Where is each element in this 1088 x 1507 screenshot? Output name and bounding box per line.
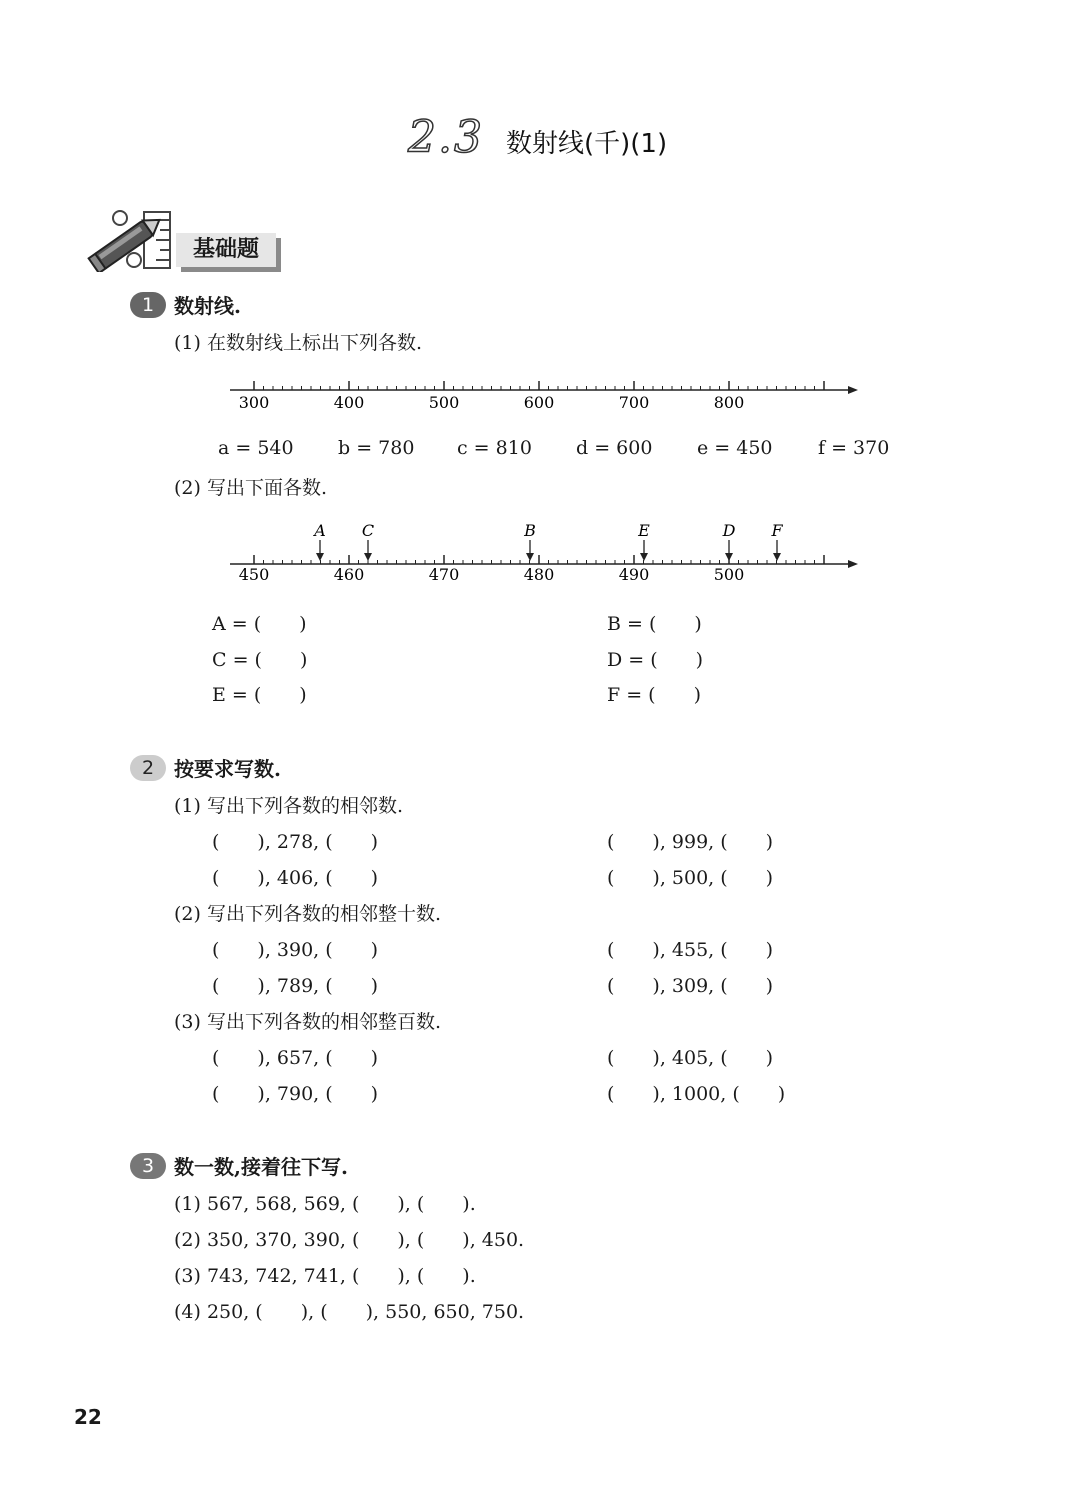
hundreds-row: ( ), 405, ( ) [607, 1047, 774, 1069]
value-c: c = 810 [457, 437, 532, 459]
marker-a [312, 521, 326, 561]
marker-c [362, 521, 374, 561]
nl2-label: 450 [238, 565, 270, 584]
marker-e [637, 521, 650, 561]
number-line-1 [226, 378, 862, 414]
section-2-heading [130, 753, 281, 782]
svg-text:F: F [771, 521, 783, 540]
value-d: d = 600 [576, 437, 653, 459]
neighbor-row: ( ), 999, ( ) [607, 831, 774, 853]
value-a: a = 540 [218, 437, 294, 459]
sequence-item: (4) 250, ( ), ( ), 550, 650, 750. [174, 1301, 525, 1323]
answer-b: B = ( ) [607, 613, 702, 635]
sequence-item: (1) 567, 568, 569, ( ), ( ). [174, 1193, 476, 1215]
hundreds-row: ( ), 1000, ( ) [607, 1083, 786, 1105]
neighbor-row: ( ), 278, ( ) [212, 831, 379, 853]
value-e: e = 450 [697, 437, 773, 459]
svg-text:C: C [361, 521, 375, 540]
marker-b [523, 521, 536, 561]
sequence-item: (2) 350, 370, 390, ( ), ( ), 450. [174, 1229, 525, 1251]
number-line-1-arrow [848, 386, 858, 394]
section-3-title: 数一数,接着往下写. [174, 1155, 348, 1179]
section-2-title: 按要求写数. [174, 757, 281, 781]
neighbor-row: ( ), 406, ( ) [212, 867, 379, 889]
nl1-label: 700 [618, 393, 650, 412]
svg-text:A: A [314, 521, 326, 540]
tens-row: ( ), 789, ( ) [212, 975, 379, 997]
neighbor-row: ( ), 500, ( ) [607, 867, 774, 889]
value-b: b = 780 [338, 437, 415, 459]
page-number: 22 [74, 1405, 102, 1429]
nl1-label: 500 [428, 393, 460, 412]
section-title: 数射线(千)(1) [505, 129, 668, 159]
svg-text:B: B [524, 521, 536, 540]
section-1-heading [130, 290, 241, 319]
number-line-2-markers [312, 521, 783, 561]
section-1-sub1: (1) 在数射线上标出下列各数. [174, 332, 422, 354]
svg-text:D: D [722, 521, 736, 540]
hundreds-row: ( ), 657, ( ) [212, 1047, 379, 1069]
section-2-badge: 2 [130, 755, 166, 781]
number-line-2-ticks [254, 555, 824, 564]
section-2-sub1: (1) 写出下列各数的相邻数. [174, 795, 403, 817]
section-1-badge: 1 [130, 292, 166, 318]
nl2-label: 500 [713, 565, 745, 584]
sequence-item: (3) 743, 742, 741, ( ), ( ). [174, 1265, 476, 1287]
number-line-2 [226, 520, 862, 586]
answer-f: F = ( ) [607, 684, 702, 706]
section-number: 2.3 [408, 112, 484, 163]
section-2-sub2: (2) 写出下列各数的相邻整十数. [174, 903, 441, 925]
section-3-badge: 3 [130, 1153, 166, 1179]
basic-exercises-label: 基础题 [176, 233, 276, 267]
nl1-label: 400 [333, 393, 365, 412]
section-1-title: 数射线. [174, 294, 241, 318]
section-2-sub3: (3) 写出下列各数的相邻整百数. [174, 1011, 441, 1033]
tens-row: ( ), 309, ( ) [607, 975, 774, 997]
nl1-label: 300 [238, 393, 270, 412]
section-3-heading [130, 1151, 348, 1180]
page-title [408, 112, 667, 163]
svg-text:E: E [638, 521, 650, 540]
nl2-label: 490 [618, 565, 650, 584]
tens-row: ( ), 455, ( ) [607, 939, 774, 961]
nl2-label: 480 [523, 565, 555, 584]
tens-row: ( ), 390, ( ) [212, 939, 379, 961]
answer-a: A = ( ) [212, 613, 307, 635]
nl2-label: 460 [333, 565, 365, 584]
answer-e: E = ( ) [212, 684, 307, 706]
pencil-ruler-icon [86, 206, 176, 272]
section-1-sub2: (2) 写出下面各数. [174, 477, 327, 499]
number-line-2-arrow [848, 560, 858, 568]
number-line-1-ticks [254, 381, 824, 390]
nl2-label: 470 [428, 565, 460, 584]
answer-d: D = ( ) [607, 649, 704, 671]
marker-d [722, 521, 736, 561]
hundreds-row: ( ), 790, ( ) [212, 1083, 379, 1105]
value-f: f = 370 [818, 437, 890, 459]
marker-f [770, 521, 783, 561]
answer-c: C = ( ) [212, 649, 308, 671]
nl1-label: 800 [713, 393, 745, 412]
nl1-label: 600 [523, 393, 555, 412]
